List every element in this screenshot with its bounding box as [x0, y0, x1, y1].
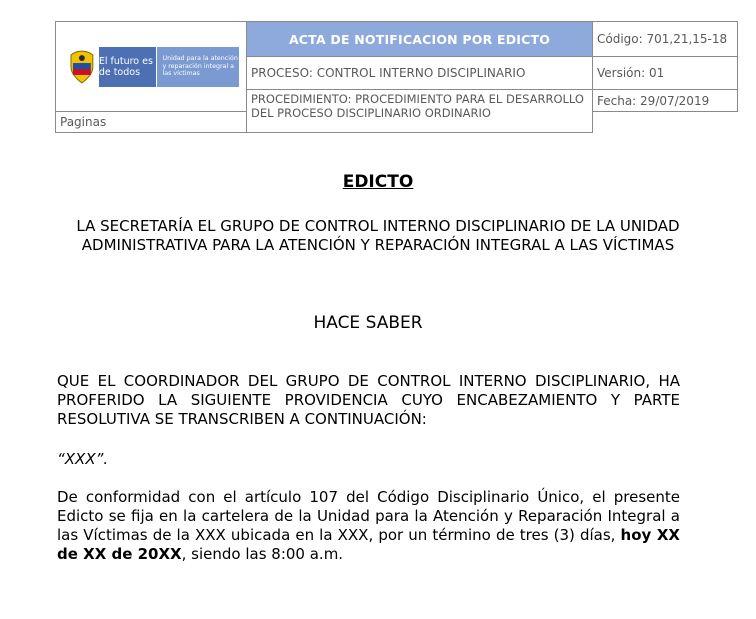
edict-title: EDICTO [342, 172, 414, 192]
quoted-text: “XXX”. [57, 450, 109, 468]
date-field: Fecha: 29/07/2019 [593, 90, 738, 112]
process-field: PROCESO: CONTROL INTERNO DISCIPLINARIO [247, 57, 593, 90]
code-field: Código: 701,21,15-18 [593, 22, 738, 57]
issuer-statement: LA SECRETARÍA EL GRUPO DE CONTROL INTERNO DISCIPLINARIO DE LA UNIDAD ADMINISTRATIVA PARA LA ATENCIÓN Y REPARACIÓN INTEGRAL A LAS VÍCTIMAS [76, 217, 680, 254]
coat-of-arms-icon [67, 49, 97, 85]
document-header-table [55, 21, 738, 133]
procedure-field: PROCEDIMIENTO: PROCEDIMIENTO PARA EL DESARROLLO DEL PROCESO DISCIPLINARIO ORDINARIO [247, 90, 593, 133]
paragraph-conformity-start: De conformidad con el artículo 107 del Código Disciplinario Único, el presente Edicto se fija en la cartelera de la Unidad para la Atención y Reparación Integral a las Víctimas de la XXX ubicada en la XXX, por un término de tres (3) días, [57, 488, 680, 544]
version-field: Versión: 01 [593, 57, 738, 90]
paragraph-conformity-end: , siendo las 8:00 a.m. [181, 545, 344, 563]
logo-cell [56, 22, 247, 112]
paragraph-coordinator: QUE EL COORDINADOR DEL GRUPO DE CONTROL INTERNO DISCIPLINARIO, HA PROFERIDO LA SIGUIENTE PROVIDENCIA CUYO ENCABEZAMIENTO Y PARTE RESOLUTIVA SE TRANSCRIBEN A CONTINUACIÓN: [57, 372, 680, 428]
date-placeholder: hoy XX de XX de 20XX [57, 526, 680, 563]
hace-saber-heading: HACE SABER [313, 313, 423, 333]
paragraph-conformity [57, 488, 680, 564]
document-title: ACTA DE NOTIFICACION POR EDICTO [247, 22, 593, 57]
logo-text-main: El futuro es de todos [99, 47, 157, 87]
pages-field: Paginas [56, 112, 247, 133]
unit-logo [63, 47, 239, 87]
logo-text-sub: Unidad para la atención y reparación integral a las víctimas [157, 47, 239, 87]
